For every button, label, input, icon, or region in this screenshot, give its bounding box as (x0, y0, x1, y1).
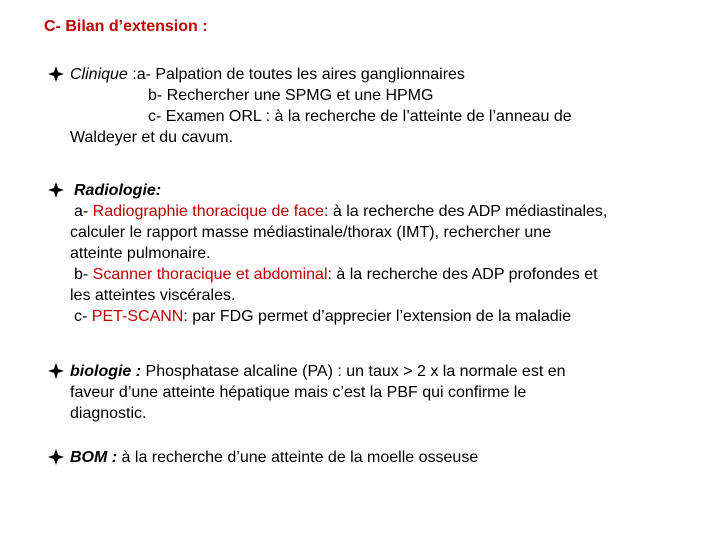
radiologie-line-b2: les atteintes viscérales. (70, 287, 236, 304)
radiologie-line-a2: calculer le rapport masse médiastinale/thorax (IMT), rechercher une (70, 224, 552, 241)
diamond-bullet-icon (48, 449, 64, 465)
biologie-label: biologie : (70, 363, 142, 380)
bullet-clinique (48, 64, 688, 148)
clinique-text (70, 64, 688, 148)
clinique-line-b: b- Rechercher une SPMG et une HPMG (148, 87, 434, 104)
biologie-line-3: diagnostic. (70, 405, 147, 422)
diamond-bullet-icon (48, 363, 64, 379)
radiologie-line-c: c- PET-SCANN: par FDG permet d’apprecier l’extension de la maladie (74, 308, 572, 325)
clinique-label: Clinique (70, 66, 128, 83)
bom-line: BOM : à la recherche d’une atteinte de la moelle osseuse (70, 449, 479, 466)
radiologie-line-b: b- Scanner thoracique et abdominal: à la recherche des ADP profondes et (74, 266, 598, 283)
biologie-line-1: biologie : Phosphatase alcaline (PA) : un taux > 2 x la normale est en (70, 363, 566, 380)
bullet-biologie (48, 361, 688, 424)
radiologie-text (70, 180, 688, 327)
biologie-text (70, 361, 688, 424)
radiologie-label: Radiologie: (74, 182, 162, 199)
bullet-bom (48, 447, 688, 468)
clinique-line-a: Clinique :a- Palpation de toutes les aires ganglionnaires (70, 66, 465, 83)
diamond-bullet-icon (48, 182, 64, 198)
diamond-bullet-icon (48, 66, 64, 82)
scanner-highlight: Scanner thoracique et abdominal (92, 266, 328, 283)
slide-title: C- Bilan d’extension : (44, 18, 208, 35)
bullet-radiologie (48, 180, 688, 327)
clinique-line-c: c- Examen ORL : à la recherche de l’atteinte de l’anneau de (148, 108, 572, 125)
clinique-line-c2: Waldeyer et du cavum. (70, 129, 234, 146)
radiologie-line-a: a- Radiographie thoracique de face: à la recherche des ADP médiastinales, (74, 203, 608, 220)
pet-scan-highlight: PET-SCANN (91, 308, 184, 325)
radiographie-highlight: Radiographie thoracique de face (92, 203, 324, 220)
bom-text (70, 447, 688, 468)
bom-label: BOM : (70, 449, 118, 466)
biologie-line-2: faveur d’une atteinte hépatique mais c’est la PBF qui confirme le (70, 384, 527, 401)
radiologie-line-a3: atteinte pulmonaire. (70, 245, 211, 262)
